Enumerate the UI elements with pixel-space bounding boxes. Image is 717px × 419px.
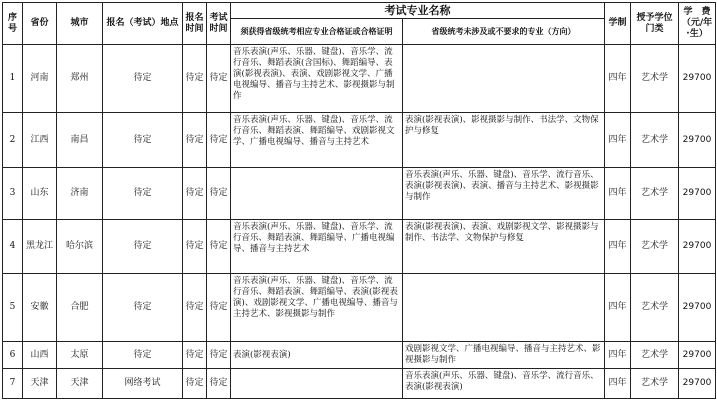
cell-exam-time: 待定	[207, 113, 231, 168]
cell-province: 黑龙江	[23, 220, 57, 274]
table-row	[3, 342, 716, 369]
cell-exam-time: 待定	[207, 45, 231, 113]
cell-degree: 艺术学	[631, 342, 679, 369]
table-row	[3, 113, 716, 168]
header-tuition: 学 费（元/年·生）	[679, 3, 716, 45]
cell-system: 四年	[605, 369, 631, 399]
header-seq: 序号	[3, 3, 23, 45]
cell-majors-cert: 表演(影视表演)	[231, 342, 403, 369]
header-majors-none: 省级统考未涉及或不要求的专业（方向）	[403, 19, 605, 45]
cell-province: 山西	[23, 342, 57, 369]
cell-city: 天津	[57, 369, 103, 399]
cell-majors-cert	[231, 369, 403, 399]
cell-reg-time: 待定	[183, 113, 207, 168]
cell-system: 四年	[605, 220, 631, 274]
cell-reg-time: 待定	[183, 369, 207, 399]
cell-city: 郑州	[57, 45, 103, 113]
cell-majors-cert: 音乐表演(声乐、乐器、键盘)、音乐学、流行音乐、舞蹈表演、舞蹈编导、广播电视编导、播音与主持艺术	[231, 220, 403, 274]
cell-city: 哈尔滨	[57, 220, 103, 274]
cell-reg-time: 待定	[183, 168, 207, 220]
cell-reg-time: 待定	[183, 342, 207, 369]
cell-site: 待定	[103, 220, 183, 274]
cell-city: 太原	[57, 342, 103, 369]
cell-site: 待定	[103, 45, 183, 113]
cell-tuition: 29700	[679, 168, 716, 220]
cell-tuition: 29700	[679, 220, 716, 274]
cell-seq: 7	[3, 369, 23, 399]
cell-system: 四年	[605, 342, 631, 369]
cell-seq: 2	[3, 113, 23, 168]
header-exam-time: 考试时间	[207, 3, 231, 45]
cell-reg-time: 待定	[183, 274, 207, 342]
cell-system: 四年	[605, 274, 631, 342]
cell-reg-time: 待定	[183, 220, 207, 274]
table-row	[3, 168, 716, 220]
cell-city: 济南	[57, 168, 103, 220]
cell-province: 山东	[23, 168, 57, 220]
header-degree: 授予学位门类	[631, 3, 679, 45]
cell-exam-time: 待定	[207, 220, 231, 274]
admission-table-container	[2, 2, 716, 399]
cell-majors-none: 表演(影视表演)、表演、戏剧影视文学、影视摄影与制作、书法学、文物保护与修复	[403, 220, 605, 274]
cell-province: 安徽	[23, 274, 57, 342]
header-reg-time: 报名时间	[183, 3, 207, 45]
cell-system: 四年	[605, 168, 631, 220]
cell-tuition: 29700	[679, 342, 716, 369]
cell-tuition: 29700	[679, 369, 716, 399]
cell-exam-time: 待定	[207, 369, 231, 399]
header-majors: 考试专业名称	[231, 3, 605, 19]
header-majors-cert: 须获得省级统考相应专业合格证或合格证明	[231, 19, 403, 45]
cell-seq: 3	[3, 168, 23, 220]
cell-degree: 艺术学	[631, 45, 679, 113]
cell-majors-none: 戏剧影视文学、广播电视编导、播音与主持艺术、影视摄影与制作	[403, 342, 605, 369]
cell-majors-none: 音乐表演(声乐、乐器、键盘)、音乐学、流行音乐、表演(影视表演)、表演、播音与主持艺术、影视摄影与制作	[403, 168, 605, 220]
header-city: 城市	[57, 3, 103, 45]
table-row	[3, 220, 716, 274]
cell-degree: 艺术学	[631, 168, 679, 220]
cell-majors-cert: 音乐表演(声乐、乐器、键盘)、音乐学、流行音乐、舞蹈表演(含国标)、舞蹈编导、表演(影视表演)、表演、戏剧影视文学、广播电视编导、播音与主持艺术、影视摄影与制作	[231, 45, 403, 113]
cell-degree: 艺术学	[631, 113, 679, 168]
header-province: 省份	[23, 3, 57, 45]
cell-seq: 6	[3, 342, 23, 369]
cell-seq: 1	[3, 45, 23, 113]
cell-seq: 4	[3, 220, 23, 274]
cell-majors-cert: 音乐表演(声乐、乐器、键盘)、音乐学、流行音乐、舞蹈表演、舞蹈编导、戏剧影视文学、广播电视编导、播音与主持艺术	[231, 113, 403, 168]
table-row	[3, 369, 716, 399]
header-system: 学制	[605, 3, 631, 45]
cell-tuition: 29700	[679, 45, 716, 113]
cell-degree: 艺术学	[631, 369, 679, 399]
cell-site: 待定	[103, 168, 183, 220]
cell-site: 网络考试	[103, 369, 183, 399]
table-body	[3, 45, 716, 399]
cell-site: 待定	[103, 113, 183, 168]
cell-tuition: 29700	[679, 113, 716, 168]
cell-system: 四年	[605, 45, 631, 113]
cell-city: 合肥	[57, 274, 103, 342]
cell-site: 待定	[103, 274, 183, 342]
cell-majors-none: 音乐表演(声乐、乐器、键盘)、音乐学、流行音乐、表演(影视表演)	[403, 369, 605, 399]
cell-majors-none: 表演(影视表演)、影视摄影与制作、书法学、文物保护与修复	[403, 113, 605, 168]
header-site: 报名（考试）地点	[103, 3, 183, 45]
cell-site: 待定	[103, 342, 183, 369]
admission-table	[2, 2, 716, 399]
cell-province: 江西	[23, 113, 57, 168]
cell-system: 四年	[605, 113, 631, 168]
cell-exam-time: 待定	[207, 168, 231, 220]
table-row	[3, 274, 716, 342]
cell-degree: 艺术学	[631, 220, 679, 274]
cell-degree: 艺术学	[631, 274, 679, 342]
cell-province: 天津	[23, 369, 57, 399]
cell-province: 河南	[23, 45, 57, 113]
cell-city: 南昌	[57, 113, 103, 168]
table-row	[3, 45, 716, 113]
cell-majors-cert: 音乐表演(声乐、乐器、键盘)、音乐学、流行音乐、舞蹈表演、舞蹈编导、表演(影视表演)、戏剧影视文学、广播电视编导、播音与主持艺术、影视摄影与制作	[231, 274, 403, 342]
cell-majors-none	[403, 274, 605, 342]
cell-tuition: 29700	[679, 274, 716, 342]
cell-reg-time: 待定	[183, 45, 207, 113]
cell-seq: 5	[3, 274, 23, 342]
cell-majors-cert	[231, 168, 403, 220]
cell-exam-time: 待定	[207, 342, 231, 369]
cell-majors-none	[403, 45, 605, 113]
cell-exam-time: 待定	[207, 274, 231, 342]
